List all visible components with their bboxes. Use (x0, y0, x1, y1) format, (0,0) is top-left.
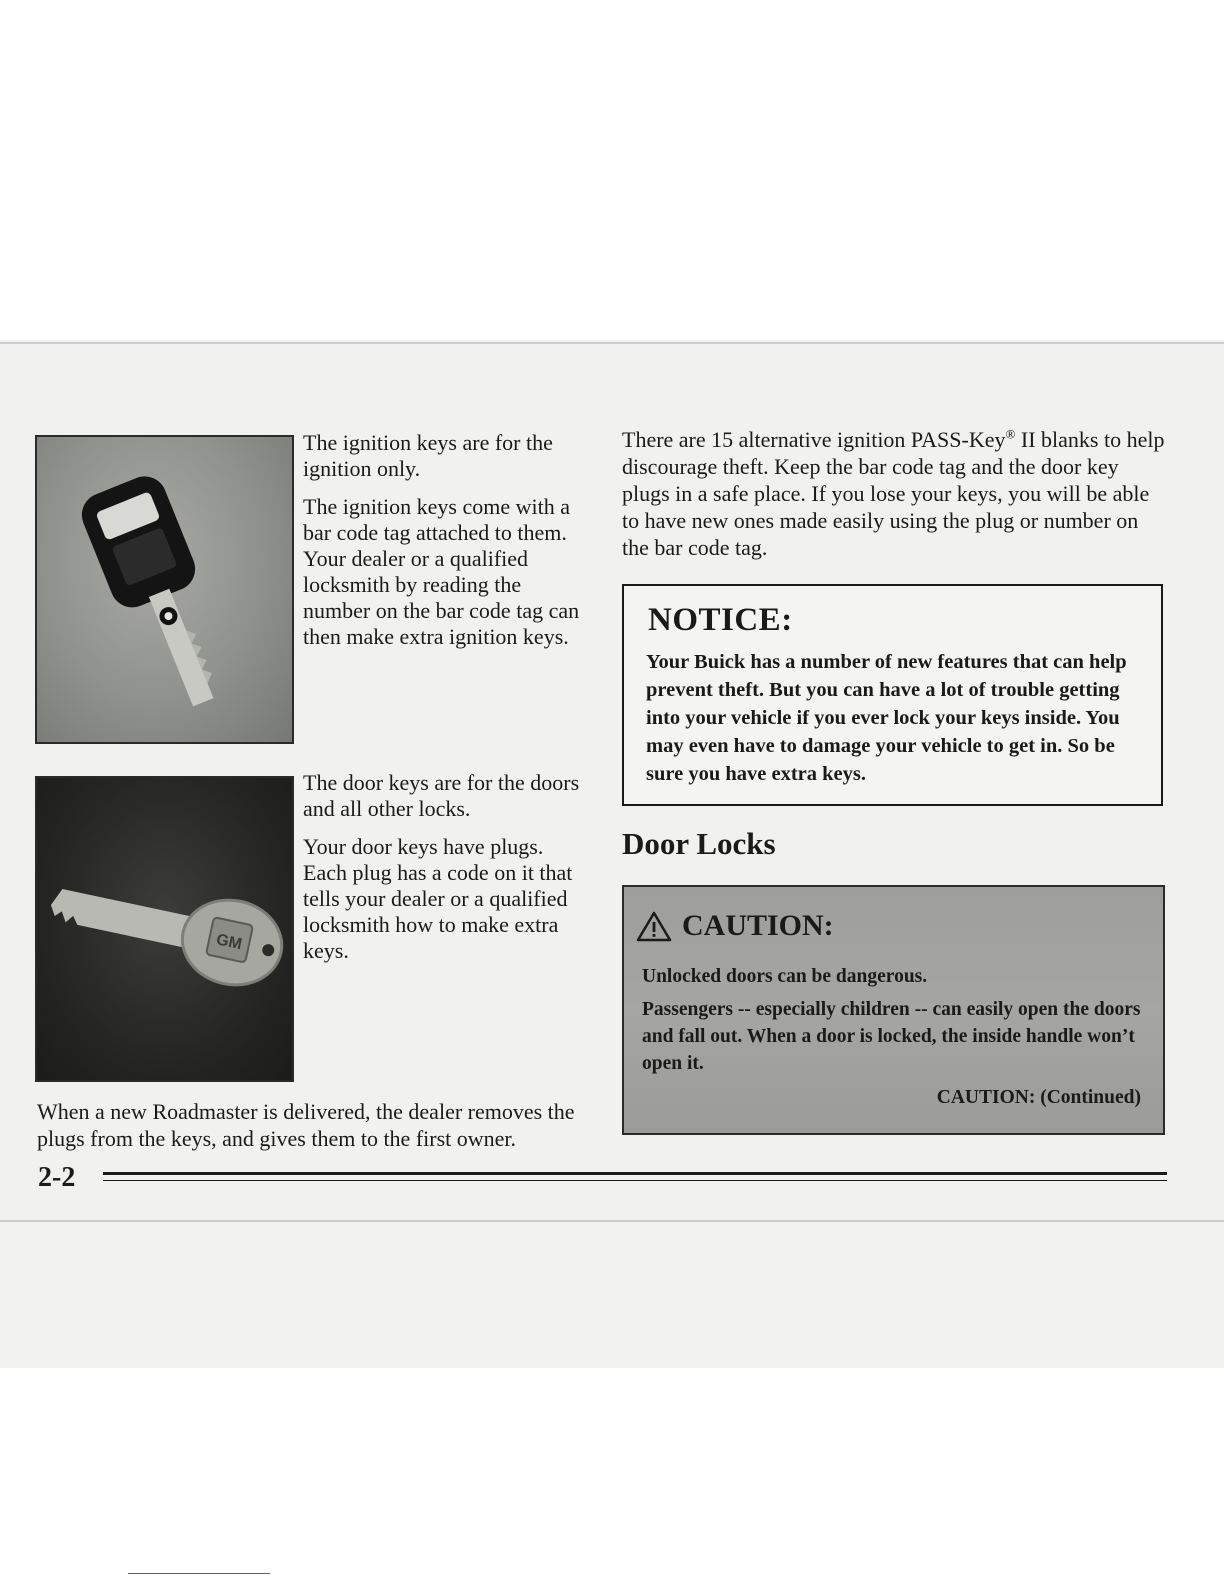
door-keys-paragraph-2: Your door keys have plugs. Each plug has a code on it that tells your dealer or a qualified locksmith how to make extra keys. (303, 834, 573, 963)
footer-rule-thick (103, 1172, 1167, 1175)
page-top-edge (0, 342, 1224, 344)
caution-paragraph-2: Passengers -- especially children -- can easily open the doors and fall out. When a door is locked, the inside handle won’t open it. (642, 999, 1141, 1074)
intro-text-start: There are 15 alternative ignition PASS-Key (622, 427, 1006, 452)
pass-key-intro-paragraph (622, 426, 1167, 561)
notice-title: NOTICE: (648, 602, 793, 638)
notice-box (622, 584, 1163, 806)
ignition-key-illustration (37, 437, 292, 742)
ignition-keys-paragraph-2: The ignition keys come with a bar code tag attached to them. Your dealer or a qualified locksmith by reading the number on the bar code tag can then make extra ignition keys. (303, 494, 580, 649)
ignition-key-photo (35, 435, 294, 744)
door-key-illustration (37, 778, 292, 1080)
intro-text-end: II blanks to help discourage theft. Keep the bar code tag and the door key plugs in a safe place. If you lose your keys, you will be able to have new ones made easily using the plug or number on the bar code tag. (622, 427, 1165, 560)
footer-rule-thin (103, 1180, 1167, 1181)
caution-paragraph-1: Unlocked doors can be dangerous. (642, 966, 928, 987)
caution-box (622, 885, 1165, 1135)
door-locks-heading: Door Locks (622, 826, 776, 861)
roadmaster-delivery-note: When a new Roadmaster is delivered, the dealer removes the plugs from the keys, and gives them to the first owner. (37, 1099, 575, 1151)
door-keys-paragraph-1: The door keys are for the doors and all other locks. (303, 770, 580, 821)
ignition-keys-paragraph-1: The ignition keys are for the ignition only. (303, 430, 553, 481)
bottom-underline (128, 1573, 270, 1574)
notice-body: Your Buick has a number of new features that can help prevent theft. But you can have a lot of trouble getting into your vehicle if you ever lock your keys inside. You may even have to damage your vehicle to get in. So be sure you have extra keys. (646, 651, 1127, 785)
door-key-photo (35, 776, 294, 1082)
caution-title-text: CAUTION: (682, 909, 834, 942)
gm-logo-text: GM (214, 931, 244, 954)
caution-title (636, 909, 834, 943)
registered-mark: ® (1005, 426, 1016, 442)
warning-triangle-icon (636, 910, 672, 942)
page-lower-margin (0, 1222, 1224, 1368)
page-number: 2-2 (38, 1162, 76, 1193)
caution-continued-label: CAUTION: (Continued) (936, 1087, 1141, 1108)
caution-body (642, 963, 1147, 1083)
